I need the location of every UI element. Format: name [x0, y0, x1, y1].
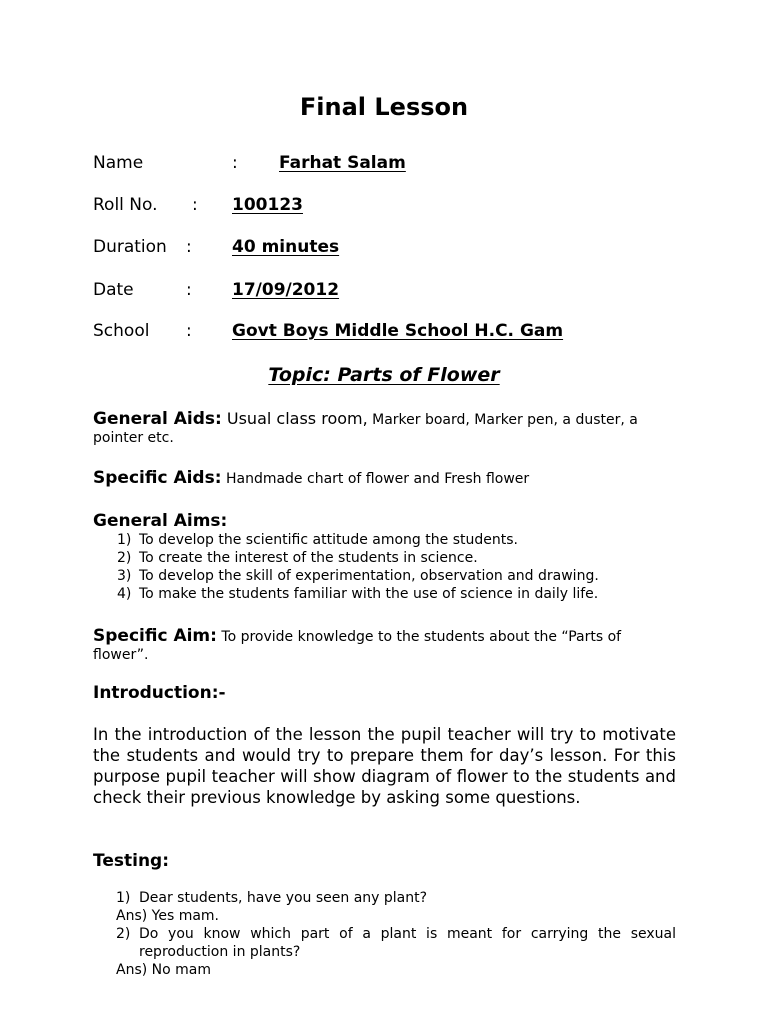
answer-text: Ans) Yes mam. — [116, 908, 220, 924]
testing-list-2 — [116, 925, 676, 961]
list-item-text: To create the interest of the students in science. — [139, 550, 478, 566]
introduction-heading: Introduction:- — [93, 683, 226, 703]
general-aids-heading: General Aids: — [93, 409, 222, 429]
list-item — [93, 585, 693, 603]
specific-aids-heading: Specific Aids: — [93, 468, 222, 488]
specific-aim-text: To provide knowledge to the students about the “Parts of flower”. — [93, 629, 622, 663]
detail-colon: : — [186, 237, 192, 257]
answer-row — [116, 961, 676, 979]
general-aids-text: Marker board, Marker pen, a duster, a pointer etc. — [93, 412, 638, 446]
detail-label: Name — [93, 153, 144, 173]
detail-label: Roll No. — [93, 195, 158, 215]
detail-label: School — [93, 321, 150, 341]
testing-list — [116, 889, 676, 907]
question-text: Do you know which part of a plant is meant for carrying the sexual reproduction in plants? — [139, 926, 676, 960]
list-item-number: 4) — [117, 586, 132, 602]
detail-colon: : — [186, 280, 192, 300]
page-title: Final Lesson — [299, 93, 469, 121]
question-number: 1) — [116, 890, 131, 906]
list-item — [93, 549, 693, 567]
question-item — [116, 889, 676, 907]
list-item-number: 2) — [117, 550, 132, 566]
question-text: Dear students, have you seen any plant? — [139, 890, 428, 906]
detail-colon: : — [186, 321, 192, 341]
general-aims-heading: General Aims: — [93, 511, 228, 531]
detail-value: 40 minutes — [232, 237, 340, 257]
detail-value: 100123 — [232, 195, 303, 215]
detail-colon: : — [232, 153, 238, 173]
introduction-text: In the introduction of the lesson the pupil teacher will try to motivate the students and would try to prepare them for day’s lesson. For this purpose pupil teacher will show diagram of flower to the students and check their previous knowledge by asking some questions. — [93, 725, 676, 807]
detail-colon: : — [192, 195, 198, 215]
general-aims-list — [93, 531, 693, 603]
question-item — [116, 925, 676, 961]
specific-aim-heading: Specific Aim: — [93, 626, 217, 646]
list-item-text: To develop the scientific attitude among the students. — [139, 532, 518, 548]
list-item — [93, 531, 693, 549]
list-item-number: 3) — [117, 568, 132, 584]
specific-aim-paragraph — [93, 627, 676, 664]
question-number: 2) — [116, 926, 131, 942]
topic-heading: Topic: Parts of Flower — [268, 364, 500, 386]
testing-heading: Testing: — [93, 851, 170, 871]
detail-label: Date — [93, 280, 134, 300]
detail-value: Govt Boys Middle School H.C. Gam — [232, 321, 564, 341]
detail-label: Duration — [93, 237, 167, 257]
specific-aids-text: Handmade chart of flower and Fresh flower — [221, 471, 530, 487]
detail-value: Farhat Salam — [279, 153, 406, 173]
general-aids-paragraph — [93, 410, 676, 447]
list-item — [93, 567, 693, 585]
answer-row — [116, 907, 676, 925]
answer-text: Ans) No mam — [116, 962, 211, 978]
list-item-number: 1) — [117, 532, 132, 548]
specific-aids-paragraph — [93, 469, 676, 488]
detail-value: 17/09/2012 — [232, 280, 340, 300]
list-item-text: To make the students familiar with the use of science in daily life. — [139, 586, 599, 602]
general-aids-lead: Usual class room, — [221, 409, 368, 428]
list-item-text: To develop the skill of experimentation, observation and drawing. — [139, 568, 599, 584]
